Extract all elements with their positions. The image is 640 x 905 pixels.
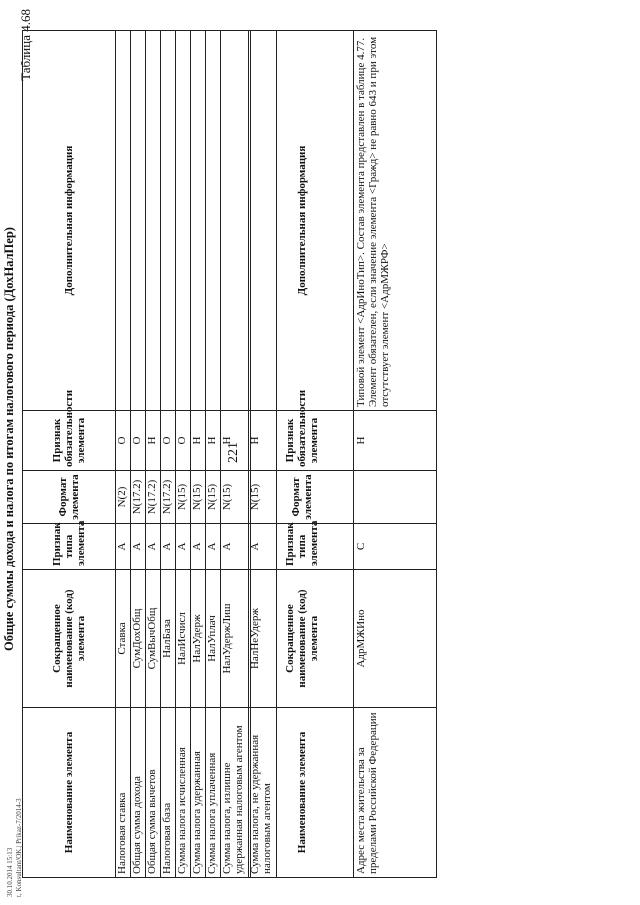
cell-type: А <box>176 524 191 570</box>
header-code: Сокращенное наименование (код) элемента <box>23 570 116 708</box>
table-header-row <box>251 31 354 878</box>
header-code: Сокращенное наименование (код) элемента <box>251 570 354 708</box>
cell-format: N(2) <box>116 471 131 524</box>
cell-type: А <box>131 524 146 570</box>
cell-info <box>146 31 161 411</box>
cell-format: N(15) <box>176 471 191 524</box>
cell-code: АдрМЖИно <box>354 570 437 708</box>
cell-required: Н <box>146 411 161 471</box>
cell-type: С <box>354 524 437 570</box>
footer-line-1: 30.10.2014 15:13 <box>6 847 14 897</box>
table-row <box>116 31 131 878</box>
cell-format: N(15) <box>191 471 206 524</box>
cell-required: О <box>161 411 176 471</box>
cell-code: НалУдерж <box>191 570 206 708</box>
cell-code: НалНеУдерж <box>249 570 277 708</box>
cell-name: Сумма налога, излишне удержанная налоговым агентом <box>221 708 249 878</box>
cell-required: О <box>176 411 191 471</box>
cell-code: СумВычОбщ <box>146 570 161 708</box>
table-row <box>206 31 221 878</box>
header-format: Формат элемента <box>23 471 116 524</box>
header-type: Признак типа элемента <box>251 524 354 570</box>
cell-format: N(17.2) <box>161 471 176 524</box>
cell-info: Типовой элемент <АдрИноТип>. Состав элемента представлен в таблице 4.77. Элемент обязателен, если значение элемента <Гражд> не равно 643 и при этом отсутствует элемент <АдрМЖРФ> <box>354 31 437 411</box>
cell-format: N(15) <box>221 471 249 524</box>
cell-type: А <box>221 524 249 570</box>
cell-type: А <box>191 524 206 570</box>
cell-name: Сумма налога исчисленная <box>176 708 191 878</box>
cell-type: А <box>206 524 221 570</box>
cell-format: N(17.2) <box>146 471 161 524</box>
cell-code: НалУплач <box>206 570 221 708</box>
header-type: Признак типа элемента <box>23 524 116 570</box>
cell-format <box>354 471 437 524</box>
cell-required: Н <box>191 411 206 471</box>
header-name: Наименование элемента <box>251 708 354 878</box>
cell-required: О <box>116 411 131 471</box>
table-row <box>354 31 437 878</box>
cell-info <box>206 31 221 411</box>
header-required: Признак обязательности элемента <box>23 411 116 471</box>
cell-required: Н <box>354 411 437 471</box>
cell-name: Адрес места жительства за пределами Российской Федерации <box>354 708 437 878</box>
cell-required: Н <box>249 411 277 471</box>
cell-name: Сумма налога, не удержанная налоговым агентом <box>249 708 277 878</box>
cell-required: Н <box>206 411 221 471</box>
table-row <box>146 31 161 878</box>
cell-info <box>116 31 131 411</box>
cell-name: Налоговая база <box>161 708 176 878</box>
cell-name: Налоговая ставка <box>116 708 131 878</box>
cell-info <box>176 31 191 411</box>
cell-type: А <box>146 524 161 570</box>
cell-type: А <box>249 524 277 570</box>
header-format: Формат элемента <box>251 471 354 524</box>
table-row <box>191 31 206 878</box>
table-label: Таблица 4.68 <box>18 9 33 81</box>
table-title: Общие суммы дохода и налога по итогам налогового периода (ДохНалПер) <box>2 227 16 651</box>
header-name: Наименование элемента <box>23 708 116 878</box>
cell-info <box>131 31 146 411</box>
cell-code: НалИсчисл <box>176 570 191 708</box>
cell-code: СумДохОбщ <box>131 570 146 708</box>
cell-required: О <box>131 411 146 471</box>
cell-name: Сумма налога удержанная <box>191 708 206 878</box>
address-table <box>250 30 437 878</box>
cell-format: N(15) <box>249 471 277 524</box>
cell-required: Н <box>221 411 249 471</box>
cell-format: N(15) <box>206 471 221 524</box>
cell-code: Ставка <box>116 570 131 708</box>
header-required: Признак обязательности элемента <box>251 411 354 471</box>
cell-name: Общая сумма дохода <box>131 708 146 878</box>
cell-type: А <box>116 524 131 570</box>
cell-name: Сумма налога уплаченная <box>206 708 221 878</box>
cell-code: НалУдержЛиш <box>221 570 249 708</box>
cell-info <box>161 31 176 411</box>
table-row <box>131 31 146 878</box>
cell-name: Общая сумма вычетов <box>146 708 161 878</box>
cell-info <box>191 31 206 411</box>
table-row <box>176 31 191 878</box>
header-info: Дополнительная информация <box>251 31 354 411</box>
page-number: 221 <box>226 442 241 463</box>
table-header-row <box>23 31 116 878</box>
header-info: Дополнительная информация <box>23 31 116 411</box>
cell-format: N(17.2) <box>131 471 146 524</box>
cell-type: А <box>161 524 176 570</box>
table-row <box>161 31 176 878</box>
cell-code: НалБаза <box>161 570 176 708</box>
footer-line-2: t, Konsultant/OK.| Prikaz-7/2014-3 <box>15 798 23 897</box>
